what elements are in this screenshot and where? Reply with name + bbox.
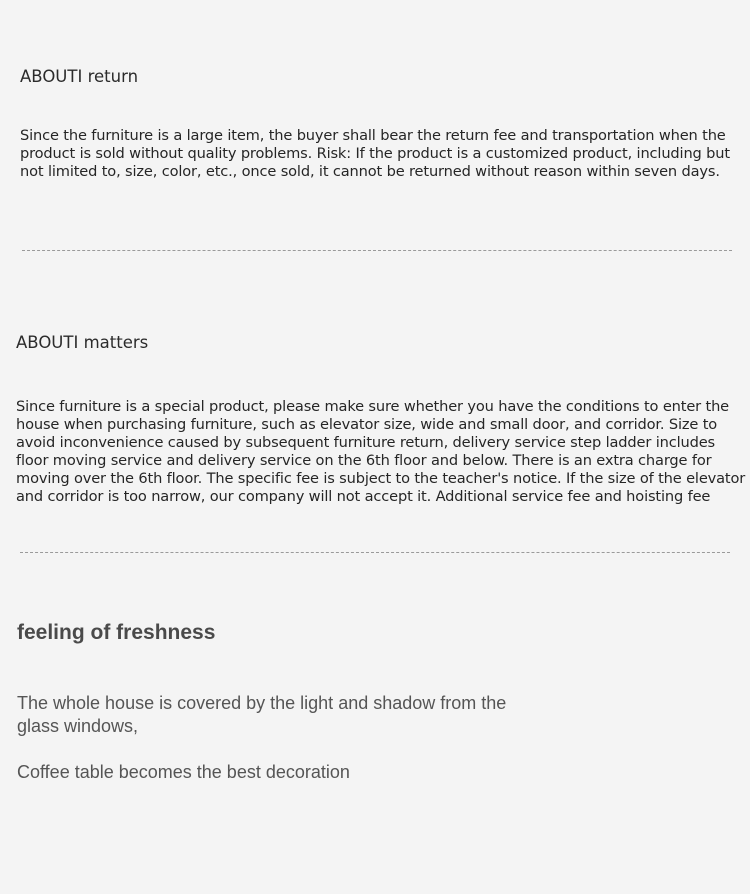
freshness-heading: feeling of freshness <box>17 621 216 644</box>
matters-body: Since furniture is a special product, please make sure whether you have the conditions to enter the house when purchasing furniture, such as elevator size, wide and small door, and corridor. Size to avoid inconvenience caused by subsequent furniture return, delivery service step ladder includes floor moving service and delivery service on the 6th floor and below. There is an extra charge for moving over the 6th floor. The specific fee is subject to the teacher's notice. If the size of the elevator and corridor is too narrow, our company will not accept it. Additional service fee and hoisting fee <box>16 398 746 505</box>
return-title: ABOUTI return <box>20 67 139 86</box>
return-body: Since the furniture is a large item, the buyer shall bear the return fee and transportation when the product is sold without quality problems. Risk: If the product is a customized product, including but not limited to, size, color, etc., once sold, it cannot be returned without reason within seven days. <box>20 127 730 180</box>
divider-matters <box>20 552 730 553</box>
matters-title: ABOUTI matters <box>16 333 149 352</box>
freshness-line-windows: The whole house is covered by the light and shadow from the glass windows, <box>17 693 507 736</box>
freshness-line-coffee-table: Coffee table becomes the best decoration <box>17 762 350 782</box>
divider-return <box>22 250 732 251</box>
